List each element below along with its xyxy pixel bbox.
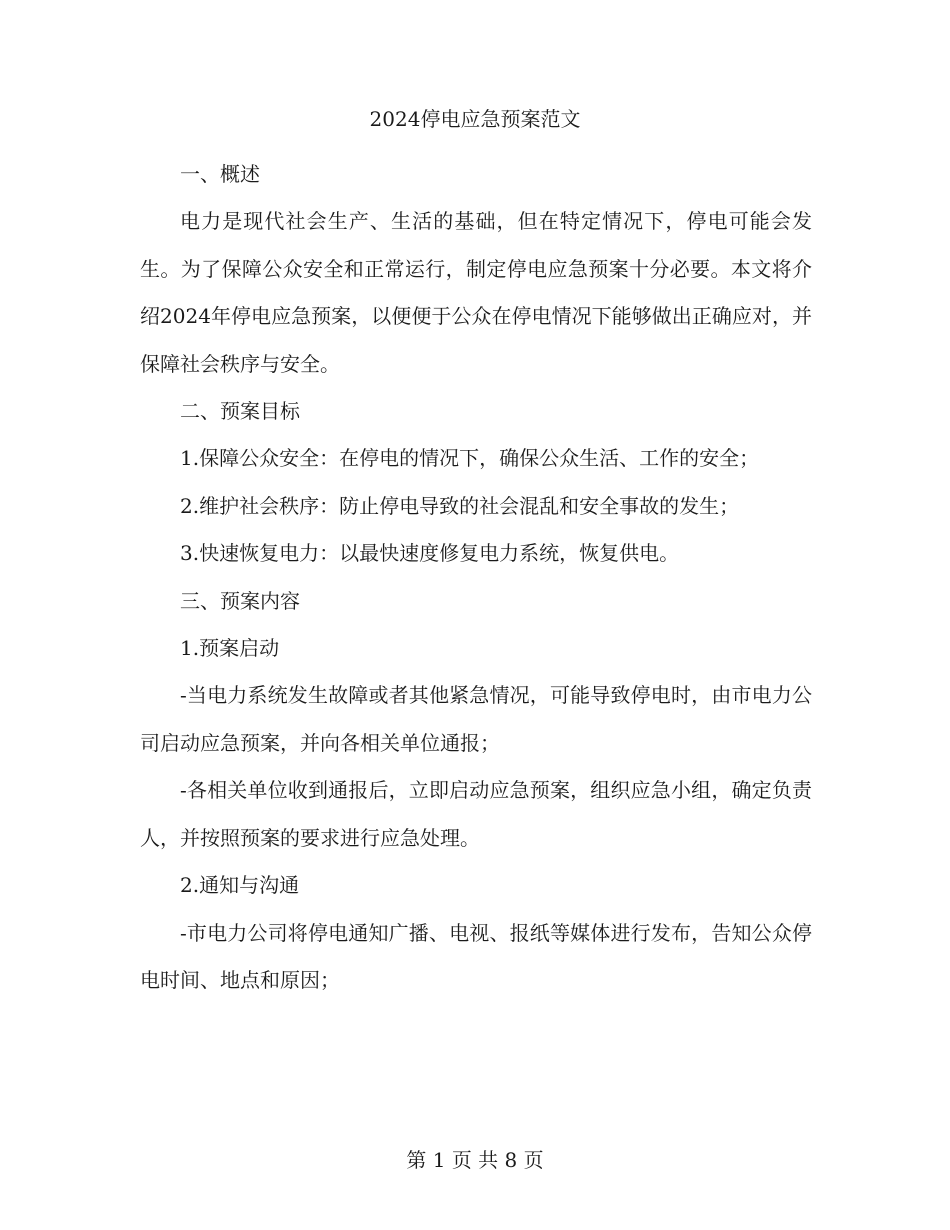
paragraph-activation-2: -各相关单位收到通报后，立即启动应急预案，组织应急小组，确定负责人，并按照预案的要求进行应急处理。 — [140, 778, 812, 850]
list-item-goal-2: 2.维护社会秩序：防止停电导致的社会混乱和安全事故的发生； — [180, 493, 740, 518]
section-heading-overview: 一、概述 — [180, 162, 260, 186]
document-body — [140, 151, 812, 1004]
section-heading-goals: 二、预案目标 — [180, 399, 300, 424]
document-title: 2024停电应急预案范文 — [369, 107, 581, 131]
paragraph-activation-1: -当电力系统发生故障或者其他紧急情况，可能导致停电时，由市电力公司启动应急预案，并向各相关单位通报； — [140, 683, 812, 755]
subheading-activation: 1.预案启动 — [180, 636, 280, 661]
section-heading-content: 三、预案内容 — [180, 588, 300, 613]
list-item-goal-1: 1.保障公众安全：在停电的情况下，确保公众生活、工作的安全； — [180, 446, 760, 471]
subheading-notification: 2.通知与沟通 — [180, 873, 300, 898]
paragraph-notification-1: -市电力公司将停电通知广播、电视、报纸等媒体进行发布，告知公众停电时间、地点和原因； — [140, 920, 812, 992]
paragraph-overview: 电力是现代社会生产、生活的基础，但在特定情况下，停电可能会发生。为了保障公众安全和正常运行，制定停电应急预案十分必要。本文将介绍2024年停电应急预案，以便便于公众在停电情况下能够做出正确应对，并保障社会秩序与安全。 — [140, 209, 812, 376]
page-footer: 第 1 页 共 8 页 — [406, 1148, 544, 1172]
list-item-goal-3: 3.快速恢复电力：以最快速度修复电力系统，恢复供电。 — [180, 541, 680, 566]
